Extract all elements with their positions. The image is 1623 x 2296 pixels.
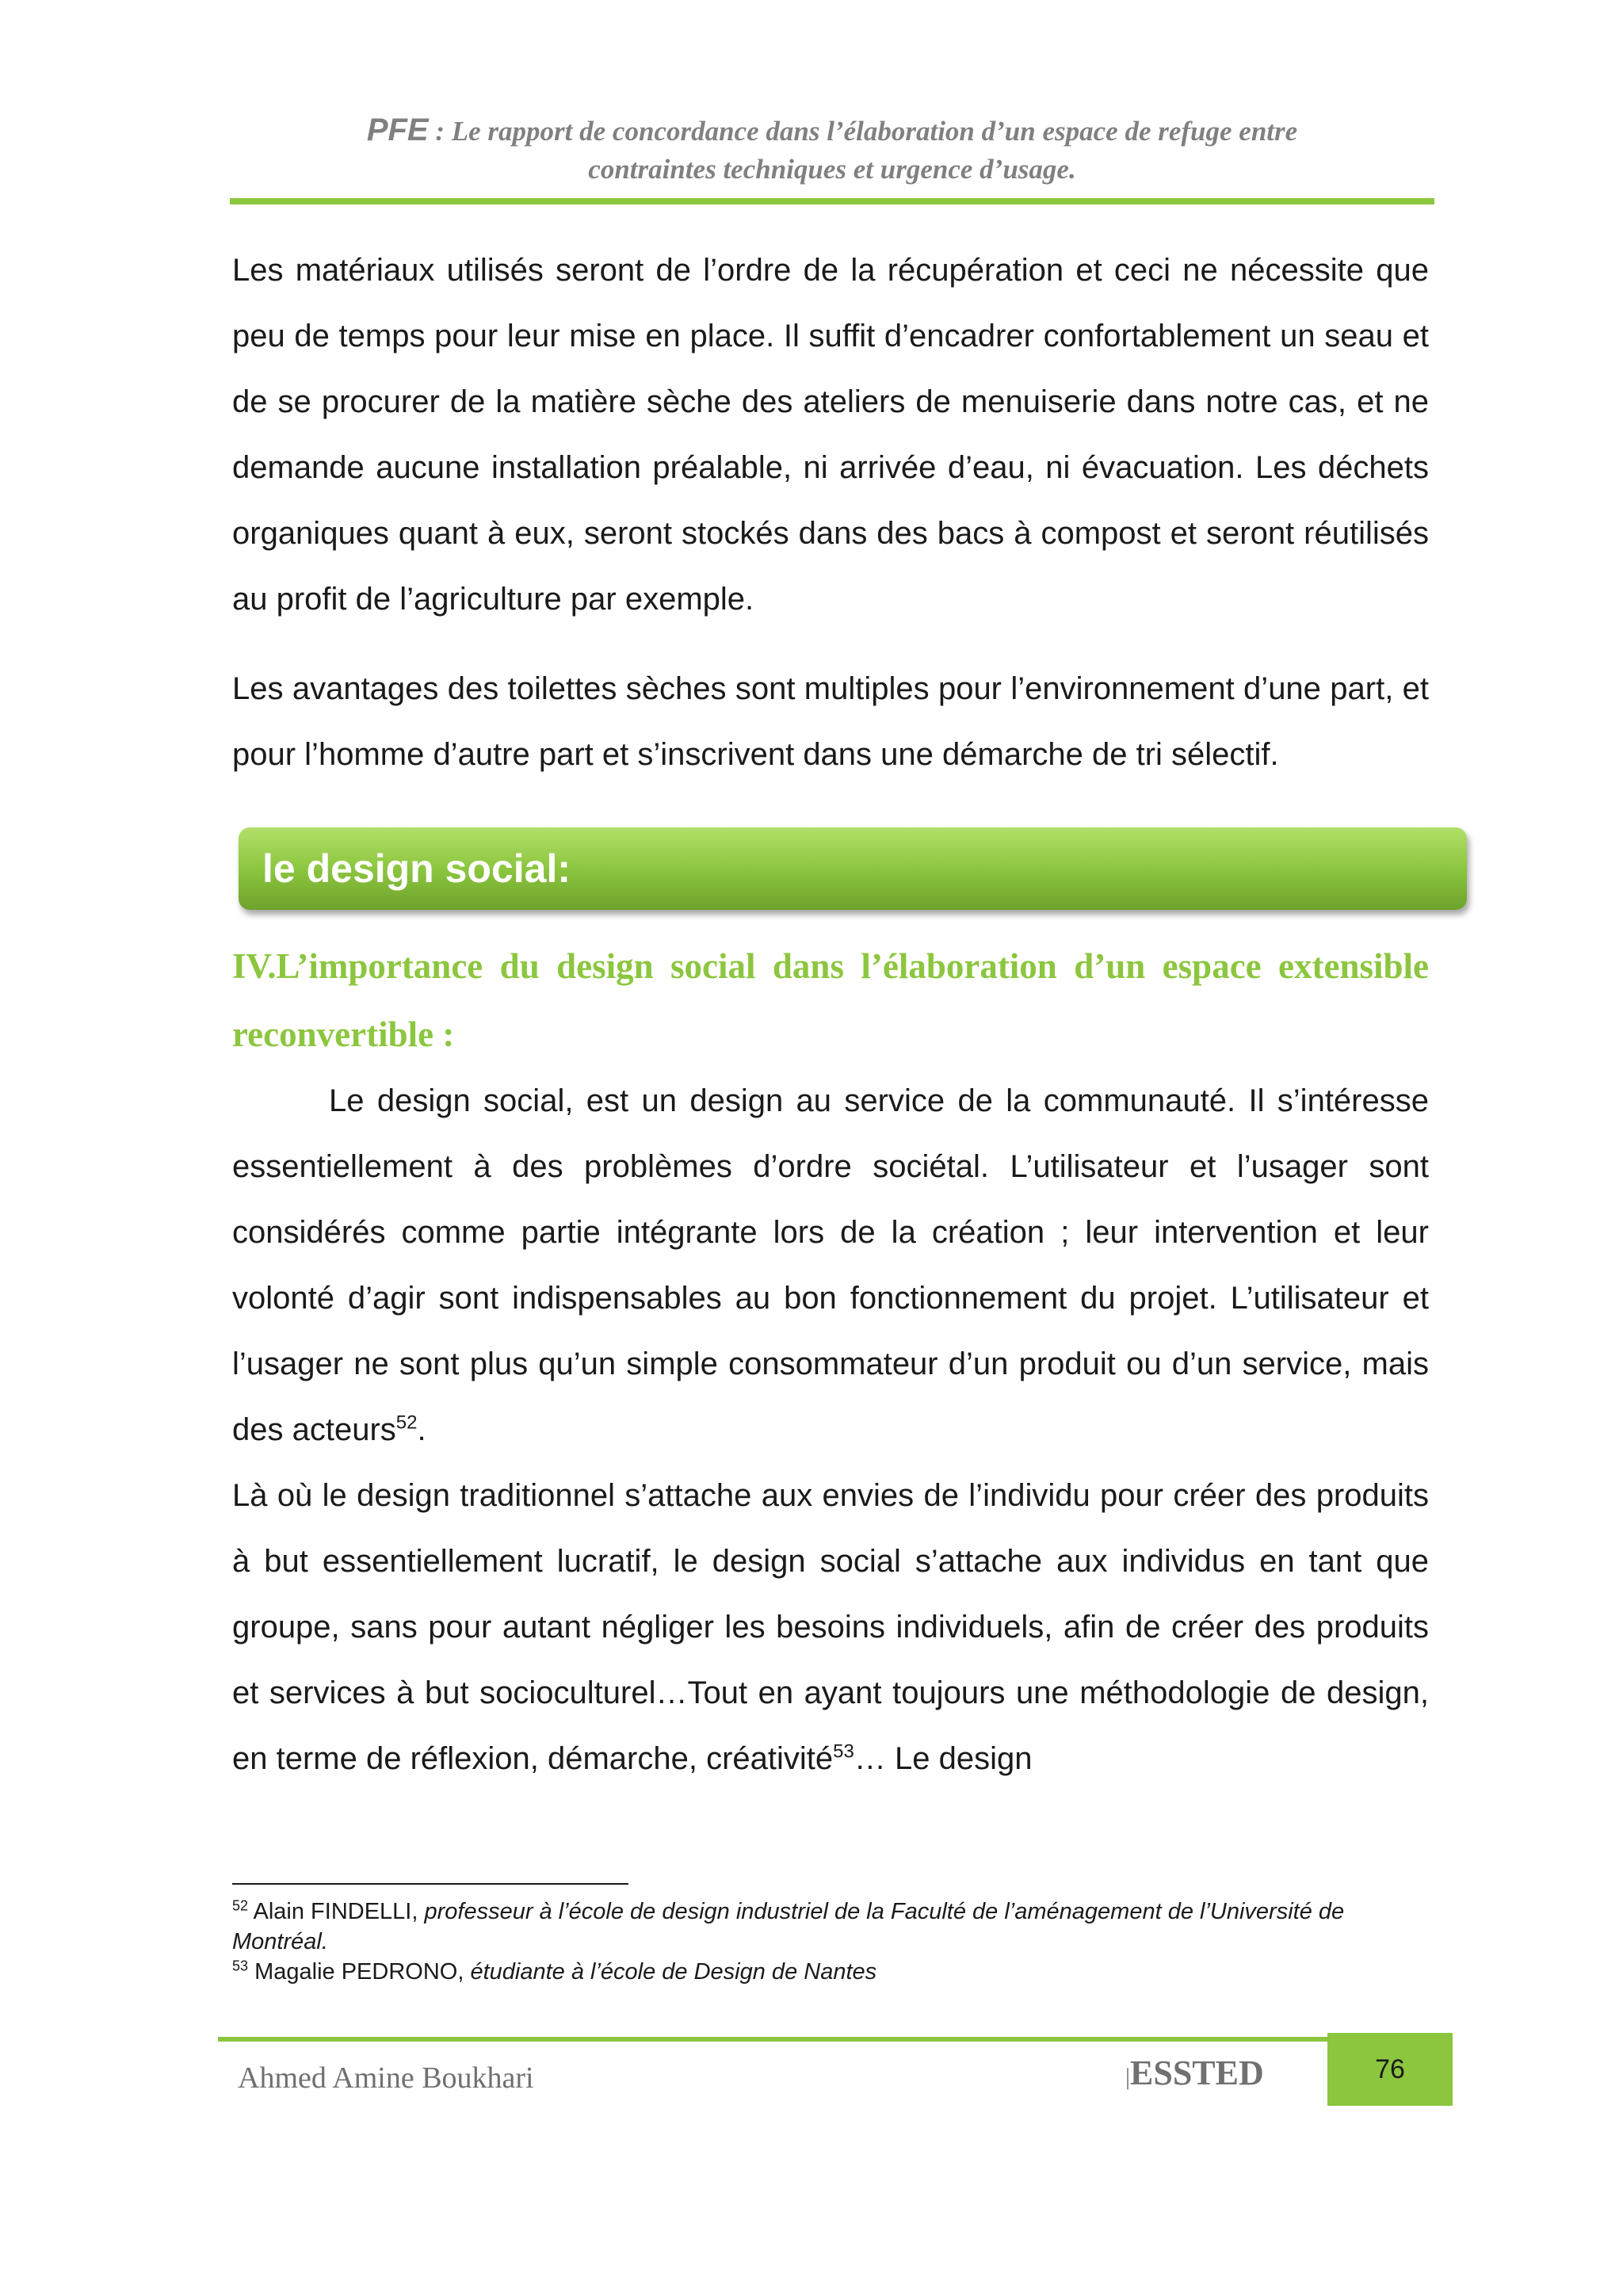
page-number: 76	[1375, 2053, 1405, 2084]
header-line-2: contraintes techniques et urgence d’usage.	[588, 154, 1076, 185]
paragraph-traditional-design-end: … Le design	[854, 1741, 1033, 1776]
footnote-number: 53	[232, 1958, 249, 1974]
section-title-bar	[239, 827, 1467, 910]
paragraph-materials: Les matériaux utilisés seront de l’ordre de la récupération et ceci ne nécessite que peu de temps pour leur mise en place. Il suffit d’encadrer confortablement un seau et de se procurer de la matière sèche des ateliers de menuiserie dans notre cas, et ne demande aucune installation préalable, ni arrivée d’eau, ni évacuation. Les déchets organiques quant à eux, seront stockés dans des bacs à compost et seront réutilisés au profit de l’agriculture par exemple.	[232, 253, 1429, 617]
header-prefix: PFE	[366, 113, 429, 147]
footnote-separator	[232, 1883, 628, 1885]
footer-author: Ahmed Amine Boukhari	[238, 2061, 534, 2095]
paragraph-advantages: Les avantages des toilettes sèches sont multiples pour l’environnement d’une part, et pour l’homme d’autre part et s’inscrivent dans une démarche de tri sélectif.	[232, 671, 1429, 772]
footnotes	[232, 1897, 1429, 1987]
paragraph-social-design-text: Le design social, est un design au service de la communauté. Il s’intéresse essentiellement à des problèmes d’ordre sociétal. L’utilisateur et l’usager sont considérés comme partie intégrante lors de la création ; leur intervention et leur volonté d’agir sont indispensables au bon fonctionnement du projet. L’utilisateur et l’usager ne sont plus qu’un simple consommateur d’un produit ou d’un service, mais des acteurs	[232, 1083, 1429, 1447]
paragraph-social-design	[232, 1068, 1429, 1463]
header-title: : Le rapport de concordance dans l’élaboration d’un espace de refuge entre	[428, 116, 1298, 147]
paragraph-traditional-design	[232, 1463, 1429, 1792]
footer-rule	[218, 2037, 1327, 2042]
footnote-number: 52	[232, 1897, 249, 1914]
footnote-description: professeur à l’école de design industriel de la Faculté de l’aménagement de l’Université de Montréal.	[232, 1899, 1345, 1954]
footnote-description: étudiante à l’école de Design de Nantes	[470, 1959, 877, 1985]
footnote-ref-53[interactable]: 53	[833, 1740, 854, 1763]
page-body	[232, 238, 1429, 1792]
subheading: IV.L’importance du design social dans l’élaboration d’un espace extensible reconvertible :	[232, 946, 1429, 1054]
footer-school	[1125, 2053, 1264, 2093]
footnote-ref-52[interactable]: 52	[395, 1412, 418, 1434]
header-rule	[230, 198, 1434, 204]
paragraph-traditional-design-text: Là où le design traditionnel s’attache aux envies de l’individu pour créer des produits à but essentiellement lucratif, le design social s’attache aux individus en tant que groupe, sans pour autant négliger les besoins individuels, afin de créer des produits et services à but socioculturel…Tout en ayant toujours une méthodologie de design, en terme de réflexion, démarche, créativité	[232, 1478, 1429, 1776]
footnote-53	[232, 1957, 1429, 1987]
paragraph-social-design-end: .	[417, 1412, 426, 1447]
page-number-box	[1327, 2033, 1453, 2106]
section-title: le design social:	[262, 846, 571, 891]
footer-separator: |	[1125, 2064, 1131, 2090]
paragraph-gap	[232, 632, 1429, 656]
header-line-1	[230, 111, 1434, 151]
footer-school-name: ESSTED	[1130, 2053, 1264, 2092]
footnote-name: Magalie PEDRONO,	[254, 1959, 471, 1985]
running-header	[230, 111, 1434, 189]
footnote-name: Alain FINDELLI,	[253, 1899, 425, 1924]
footnote-52	[232, 1897, 1429, 1957]
